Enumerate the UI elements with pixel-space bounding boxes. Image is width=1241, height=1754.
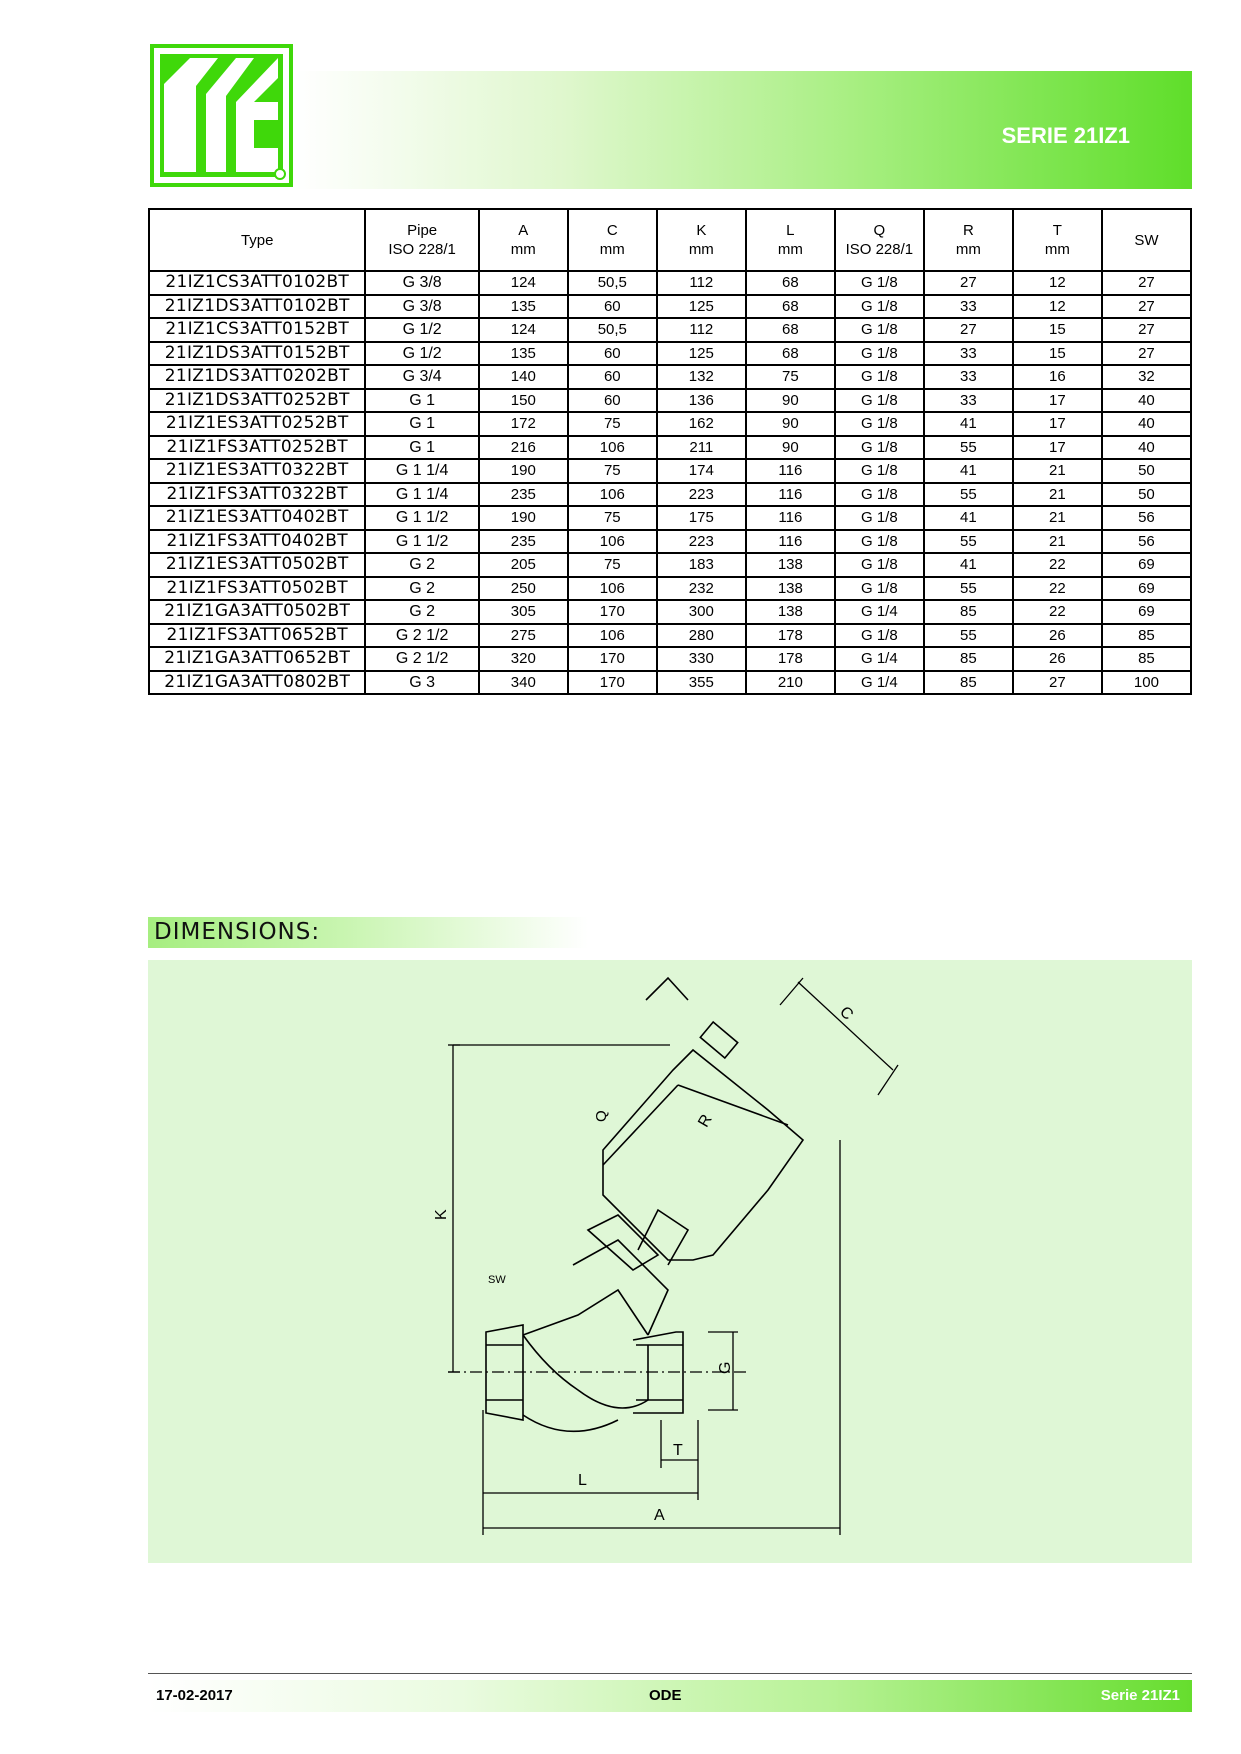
cell-l: 116: [746, 483, 835, 507]
cell-r: 33: [924, 365, 1013, 389]
cell-sw: 40: [1102, 436, 1191, 460]
table-body: [149, 271, 1191, 694]
cell-pipe: G 3/8: [365, 295, 478, 319]
cell-c: 106: [568, 436, 657, 460]
cell-pipe: G 3/8: [365, 271, 478, 295]
cell-sw: 56: [1102, 506, 1191, 530]
table-row: [149, 271, 1191, 295]
cell-type: 21IZ1GA3ATT0802BT: [149, 671, 365, 695]
cell-pipe: G 1: [365, 389, 478, 413]
cell-type: 21IZ1FS3ATT0252BT: [149, 436, 365, 460]
cell-pipe: G 1/2: [365, 318, 478, 342]
table-row: [149, 295, 1191, 319]
cell-pipe: G 1 1/2: [365, 506, 478, 530]
cell-t: 17: [1013, 436, 1102, 460]
cell-a: 135: [479, 342, 568, 366]
cell-k: 112: [657, 271, 746, 295]
cell-sw: 40: [1102, 412, 1191, 436]
cell-type: 21IZ1ES3ATT0322BT: [149, 459, 365, 483]
cell-q: G 1/4: [835, 647, 924, 671]
cell-q: G 1/4: [835, 671, 924, 695]
cell-type: 21IZ1FS3ATT0322BT: [149, 483, 365, 507]
col-header-sw: SW: [1102, 209, 1191, 271]
cell-c: 106: [568, 624, 657, 648]
cell-k: 125: [657, 295, 746, 319]
label-t: T: [673, 1442, 683, 1459]
cell-t: 17: [1013, 412, 1102, 436]
cell-r: 85: [924, 671, 1013, 695]
cell-k: 125: [657, 342, 746, 366]
table-row: [149, 318, 1191, 342]
table-row: [149, 624, 1191, 648]
cell-type: 21IZ1DS3ATT0152BT: [149, 342, 365, 366]
cell-pipe: G 1 1/2: [365, 530, 478, 554]
cell-type: 21IZ1ES3ATT0502BT: [149, 553, 365, 577]
cell-a: 135: [479, 295, 568, 319]
cell-sw: 85: [1102, 624, 1191, 648]
cell-sw: 32: [1102, 365, 1191, 389]
cell-q: G 1/8: [835, 271, 924, 295]
cell-type: 21IZ1GA3ATT0652BT: [149, 647, 365, 671]
table-row: [149, 342, 1191, 366]
footer-series: Serie 21IZ1: [1100, 1687, 1180, 1704]
cell-a: 216: [479, 436, 568, 460]
cell-q: G 1/8: [835, 624, 924, 648]
cell-a: 124: [479, 271, 568, 295]
col-header-k: K mm: [657, 209, 746, 271]
cell-sw: 69: [1102, 600, 1191, 624]
cell-c: 170: [568, 671, 657, 695]
cell-r: 55: [924, 530, 1013, 554]
cell-a: 235: [479, 530, 568, 554]
table-row: [149, 365, 1191, 389]
cell-l: 178: [746, 624, 835, 648]
col-header-r: R mm: [924, 209, 1013, 271]
dimension-c: [780, 978, 898, 1095]
col-header-type: Type: [149, 209, 365, 271]
cell-sw: 40: [1102, 389, 1191, 413]
cell-q: G 1/8: [835, 389, 924, 413]
label-a: A: [654, 1507, 665, 1524]
cell-q: G 1/8: [835, 553, 924, 577]
cell-k: 355: [657, 671, 746, 695]
cell-l: 90: [746, 436, 835, 460]
cell-type: 21IZ1ES3ATT0252BT: [149, 412, 365, 436]
footer-date: 17-02-2017: [156, 1687, 233, 1704]
col-header-a: A mm: [479, 209, 568, 271]
cell-c: 60: [568, 389, 657, 413]
cell-c: 106: [568, 483, 657, 507]
cell-a: 172: [479, 412, 568, 436]
cell-c: 60: [568, 342, 657, 366]
cell-r: 27: [924, 271, 1013, 295]
cell-type: 21IZ1FS3ATT0402BT: [149, 530, 365, 554]
cell-q: G 1/4: [835, 600, 924, 624]
footer-company: ODE: [649, 1687, 682, 1704]
cell-a: 124: [479, 318, 568, 342]
cell-l: 68: [746, 271, 835, 295]
cell-l: 90: [746, 412, 835, 436]
footer-band: [148, 1680, 1192, 1712]
table-row: [149, 506, 1191, 530]
cell-r: 85: [924, 647, 1013, 671]
cell-c: 50,5: [568, 318, 657, 342]
label-c: C: [836, 1003, 857, 1024]
cell-pipe: G 2 1/2: [365, 647, 478, 671]
cell-l: 116: [746, 530, 835, 554]
table-row: [149, 412, 1191, 436]
cell-c: 60: [568, 365, 657, 389]
cell-a: 235: [479, 483, 568, 507]
cell-k: 162: [657, 412, 746, 436]
col-header-t: T mm: [1013, 209, 1102, 271]
cell-sw: 27: [1102, 295, 1191, 319]
dimensions-title: DIMENSIONS:: [154, 919, 321, 945]
cell-sw: 27: [1102, 342, 1191, 366]
cell-a: 320: [479, 647, 568, 671]
dimensions-heading-band: [148, 917, 588, 948]
label-g: G: [717, 1361, 734, 1374]
cell-sw: 69: [1102, 577, 1191, 601]
cell-q: G 1/8: [835, 295, 924, 319]
cell-t: 15: [1013, 318, 1102, 342]
cell-pipe: G 1/2: [365, 342, 478, 366]
spec-table: [148, 208, 1192, 695]
cell-type: 21IZ1DS3ATT0252BT: [149, 389, 365, 413]
table-row: [149, 459, 1191, 483]
header-band: [296, 71, 1192, 189]
cell-k: 223: [657, 483, 746, 507]
cell-t: 21: [1013, 506, 1102, 530]
cell-type: 21IZ1ES3ATT0402BT: [149, 506, 365, 530]
cell-q: G 1/8: [835, 577, 924, 601]
cell-k: 132: [657, 365, 746, 389]
dimension-a: [483, 1140, 840, 1535]
cell-t: 12: [1013, 271, 1102, 295]
cell-k: 330: [657, 647, 746, 671]
cell-q: G 1/8: [835, 342, 924, 366]
label-q: Q: [593, 1110, 610, 1122]
cell-a: 275: [479, 624, 568, 648]
cell-l: 90: [746, 389, 835, 413]
col-header-q: Q ISO 228/1: [835, 209, 924, 271]
cell-k: 280: [657, 624, 746, 648]
cell-a: 140: [479, 365, 568, 389]
cell-k: 300: [657, 600, 746, 624]
cell-t: 22: [1013, 553, 1102, 577]
table-row: [149, 577, 1191, 601]
label-sw: SW: [488, 1274, 506, 1286]
cell-t: 27: [1013, 671, 1102, 695]
cell-q: G 1/8: [835, 530, 924, 554]
cell-r: 55: [924, 624, 1013, 648]
cell-t: 22: [1013, 600, 1102, 624]
cell-t: 22: [1013, 577, 1102, 601]
cell-q: G 1/8: [835, 436, 924, 460]
cell-l: 68: [746, 318, 835, 342]
cell-pipe: G 2: [365, 553, 478, 577]
cell-a: 250: [479, 577, 568, 601]
cell-l: 116: [746, 459, 835, 483]
cell-sw: 85: [1102, 647, 1191, 671]
cell-q: G 1/8: [835, 318, 924, 342]
cell-k: 136: [657, 389, 746, 413]
cell-r: 41: [924, 412, 1013, 436]
cell-l: 68: [746, 295, 835, 319]
cell-c: 75: [568, 412, 657, 436]
cell-type: 21IZ1DS3ATT0102BT: [149, 295, 365, 319]
cell-type: 21IZ1FS3ATT0652BT: [149, 624, 365, 648]
cell-sw: 100: [1102, 671, 1191, 695]
cell-c: 75: [568, 553, 657, 577]
cell-t: 26: [1013, 647, 1102, 671]
cell-t: 21: [1013, 483, 1102, 507]
cell-c: 75: [568, 506, 657, 530]
cell-type: 21IZ1CS3ATT0152BT: [149, 318, 365, 342]
cell-sw: 27: [1102, 271, 1191, 295]
cell-a: 190: [479, 459, 568, 483]
table-header-row: [149, 209, 1191, 271]
cell-k: 232: [657, 577, 746, 601]
table-row: [149, 600, 1191, 624]
cell-type: 21IZ1CS3ATT0102BT: [149, 271, 365, 295]
cell-l: 138: [746, 553, 835, 577]
cell-sw: 50: [1102, 459, 1191, 483]
cell-a: 340: [479, 671, 568, 695]
cell-c: 106: [568, 577, 657, 601]
table-row: [149, 553, 1191, 577]
footer-divider: [148, 1673, 1192, 1674]
cell-type: 21IZ1DS3ATT0202BT: [149, 365, 365, 389]
valve-body: [486, 1215, 683, 1431]
cell-pipe: G 3: [365, 671, 478, 695]
cell-q: G 1/8: [835, 506, 924, 530]
table-row: [149, 483, 1191, 507]
cell-q: G 1/8: [835, 459, 924, 483]
cell-l: 210: [746, 671, 835, 695]
cell-k: 174: [657, 459, 746, 483]
cell-c: 75: [568, 459, 657, 483]
cell-pipe: G 1 1/4: [365, 459, 478, 483]
cell-type: 21IZ1FS3ATT0502BT: [149, 577, 365, 601]
cell-t: 16: [1013, 365, 1102, 389]
cell-c: 170: [568, 647, 657, 671]
cell-pipe: G 1: [365, 412, 478, 436]
cell-r: 55: [924, 483, 1013, 507]
cell-l: 138: [746, 600, 835, 624]
cell-t: 17: [1013, 389, 1102, 413]
cell-r: 33: [924, 342, 1013, 366]
dimension-k: [448, 1045, 670, 1372]
cell-a: 205: [479, 553, 568, 577]
cell-sw: 27: [1102, 318, 1191, 342]
cell-sw: 56: [1102, 530, 1191, 554]
cell-sw: 50: [1102, 483, 1191, 507]
cell-sw: 69: [1102, 553, 1191, 577]
cell-c: 50,5: [568, 271, 657, 295]
cell-t: 21: [1013, 530, 1102, 554]
col-header-l: L mm: [746, 209, 835, 271]
cell-q: G 1/8: [835, 365, 924, 389]
cell-q: G 1/8: [835, 412, 924, 436]
cell-r: 41: [924, 459, 1013, 483]
cell-l: 68: [746, 342, 835, 366]
table-row: [149, 671, 1191, 695]
cell-r: 55: [924, 577, 1013, 601]
valve-dimension-drawing: [148, 960, 1192, 1563]
dimension-drawing-panel: [148, 960, 1192, 1563]
cell-l: 75: [746, 365, 835, 389]
cell-c: 170: [568, 600, 657, 624]
col-header-pipe: Pipe ISO 228/1: [365, 209, 478, 271]
cell-pipe: G 1 1/4: [365, 483, 478, 507]
cell-r: 41: [924, 553, 1013, 577]
cell-pipe: G 2: [365, 600, 478, 624]
table-row: [149, 389, 1191, 413]
cell-t: 12: [1013, 295, 1102, 319]
cell-c: 60: [568, 295, 657, 319]
cell-a: 150: [479, 389, 568, 413]
table-row: [149, 530, 1191, 554]
cell-r: 33: [924, 295, 1013, 319]
label-k: K: [433, 1209, 450, 1220]
cell-t: 26: [1013, 624, 1102, 648]
cell-type: 21IZ1GA3ATT0502BT: [149, 600, 365, 624]
col-header-c: C mm: [568, 209, 657, 271]
cell-k: 211: [657, 436, 746, 460]
cell-k: 183: [657, 553, 746, 577]
cell-pipe: G 3/4: [365, 365, 478, 389]
cell-k: 112: [657, 318, 746, 342]
cell-a: 305: [479, 600, 568, 624]
cell-l: 116: [746, 506, 835, 530]
cell-q: G 1/8: [835, 483, 924, 507]
cell-r: 85: [924, 600, 1013, 624]
cell-pipe: G 2 1/2: [365, 624, 478, 648]
ode-logo: [150, 44, 293, 187]
cell-pipe: G 2: [365, 577, 478, 601]
table-row: [149, 647, 1191, 671]
cell-t: 21: [1013, 459, 1102, 483]
cell-r: 41: [924, 506, 1013, 530]
cell-k: 175: [657, 506, 746, 530]
label-l: L: [578, 1472, 587, 1489]
cell-c: 106: [568, 530, 657, 554]
cell-r: 55: [924, 436, 1013, 460]
cell-l: 178: [746, 647, 835, 671]
cell-r: 27: [924, 318, 1013, 342]
cell-t: 15: [1013, 342, 1102, 366]
label-r: R: [695, 1111, 716, 1131]
cell-pipe: G 1: [365, 436, 478, 460]
cell-r: 33: [924, 389, 1013, 413]
cell-l: 138: [746, 577, 835, 601]
series-title: SERIE 21IZ1: [1001, 123, 1130, 148]
cell-k: 223: [657, 530, 746, 554]
cell-a: 190: [479, 506, 568, 530]
table-row: [149, 436, 1191, 460]
